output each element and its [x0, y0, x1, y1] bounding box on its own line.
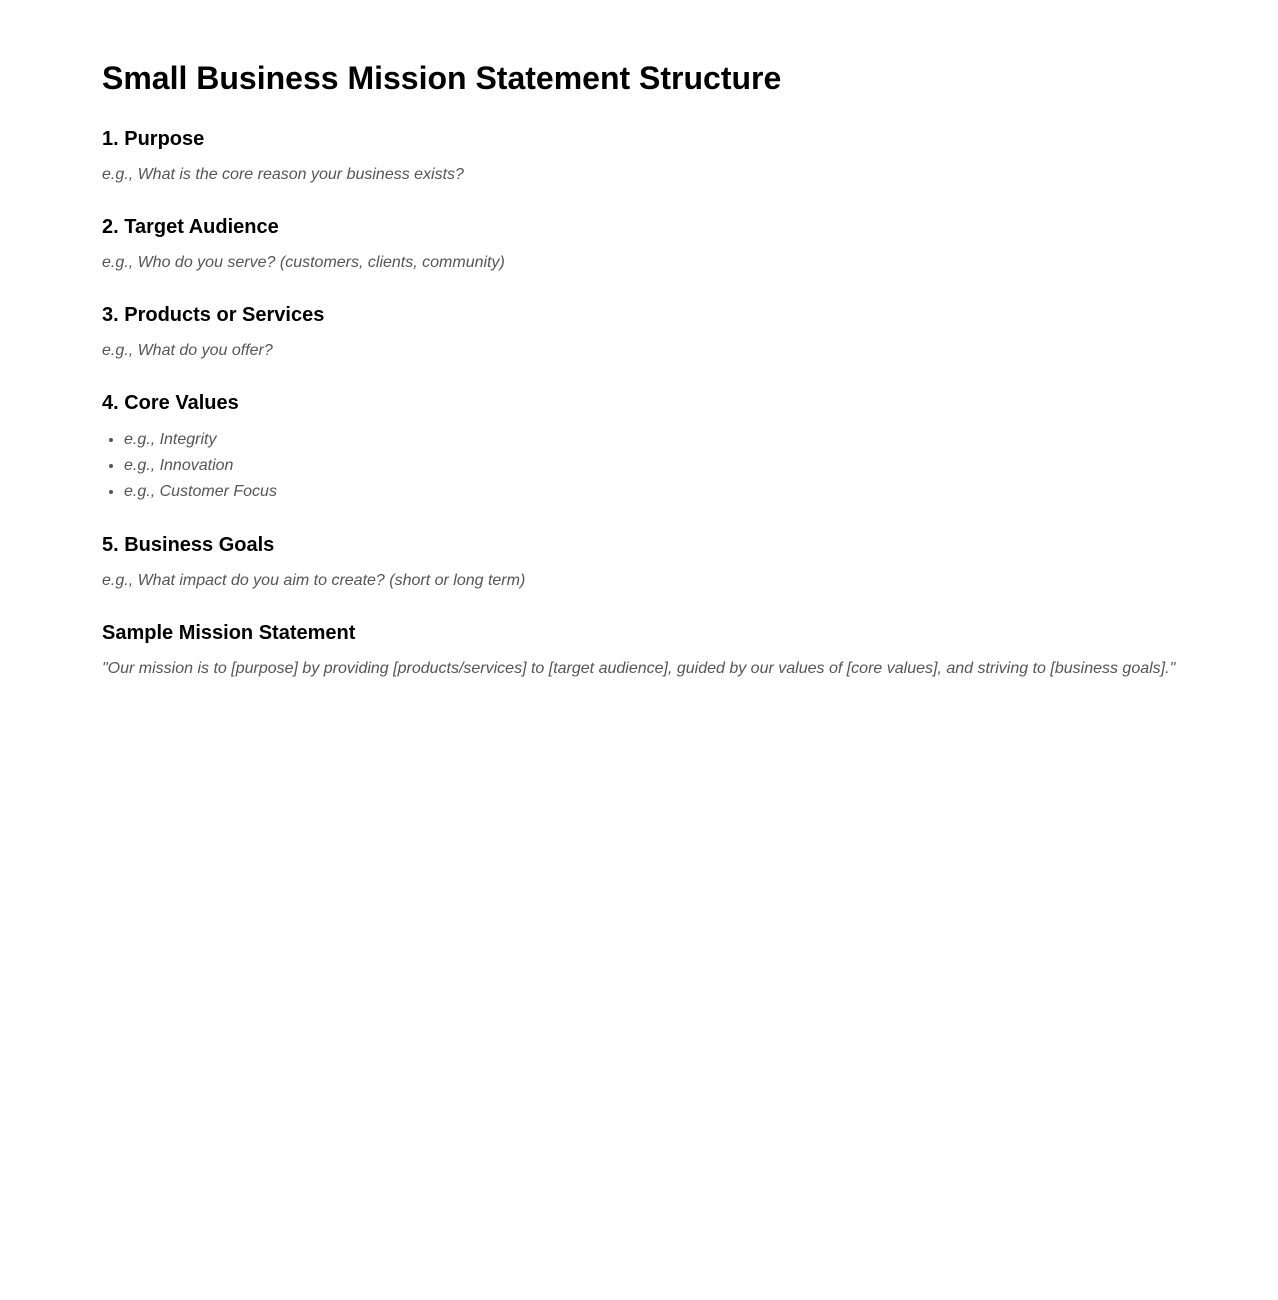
section-sample-mission: [102, 621, 1278, 681]
section-target-audience: [102, 215, 1278, 275]
section-text: e.g., What is the core reason your business exists?: [102, 166, 464, 183]
section-heading: Sample Mission Statement: [102, 622, 356, 644]
section-text: e.g., What impact do you aim to create? (short or long term): [102, 572, 526, 589]
section-products-services: [102, 303, 1278, 363]
core-values-list: [102, 427, 1278, 505]
section-heading: 2. Target Audience: [102, 216, 279, 238]
section-business-goals: [102, 533, 1278, 593]
section-text: e.g., Who do you serve? (customers, clients, community): [102, 254, 505, 271]
page-title: Small Business Mission Statement Structure: [102, 60, 782, 96]
section-text: e.g., What do you offer?: [102, 342, 273, 359]
section-heading: 3. Products or Services: [102, 304, 325, 326]
section-heading: 4. Core Values: [102, 392, 239, 414]
section-core-values: [102, 391, 1278, 505]
list-item: • e.g., Customer Focus: [124, 479, 1278, 505]
section-purpose: [102, 127, 1278, 187]
section-heading: 1. Purpose: [102, 128, 205, 150]
section-heading: 5. Business Goals: [102, 534, 275, 556]
sample-mission-text: "Our mission is to [purpose] by providing [products/services] to [target audience], guided by our values of [core values], and striving to [business goals].": [102, 660, 1176, 677]
list-item: • e.g., Innovation: [124, 453, 1278, 479]
list-item: • e.g., Integrity: [124, 427, 1278, 453]
